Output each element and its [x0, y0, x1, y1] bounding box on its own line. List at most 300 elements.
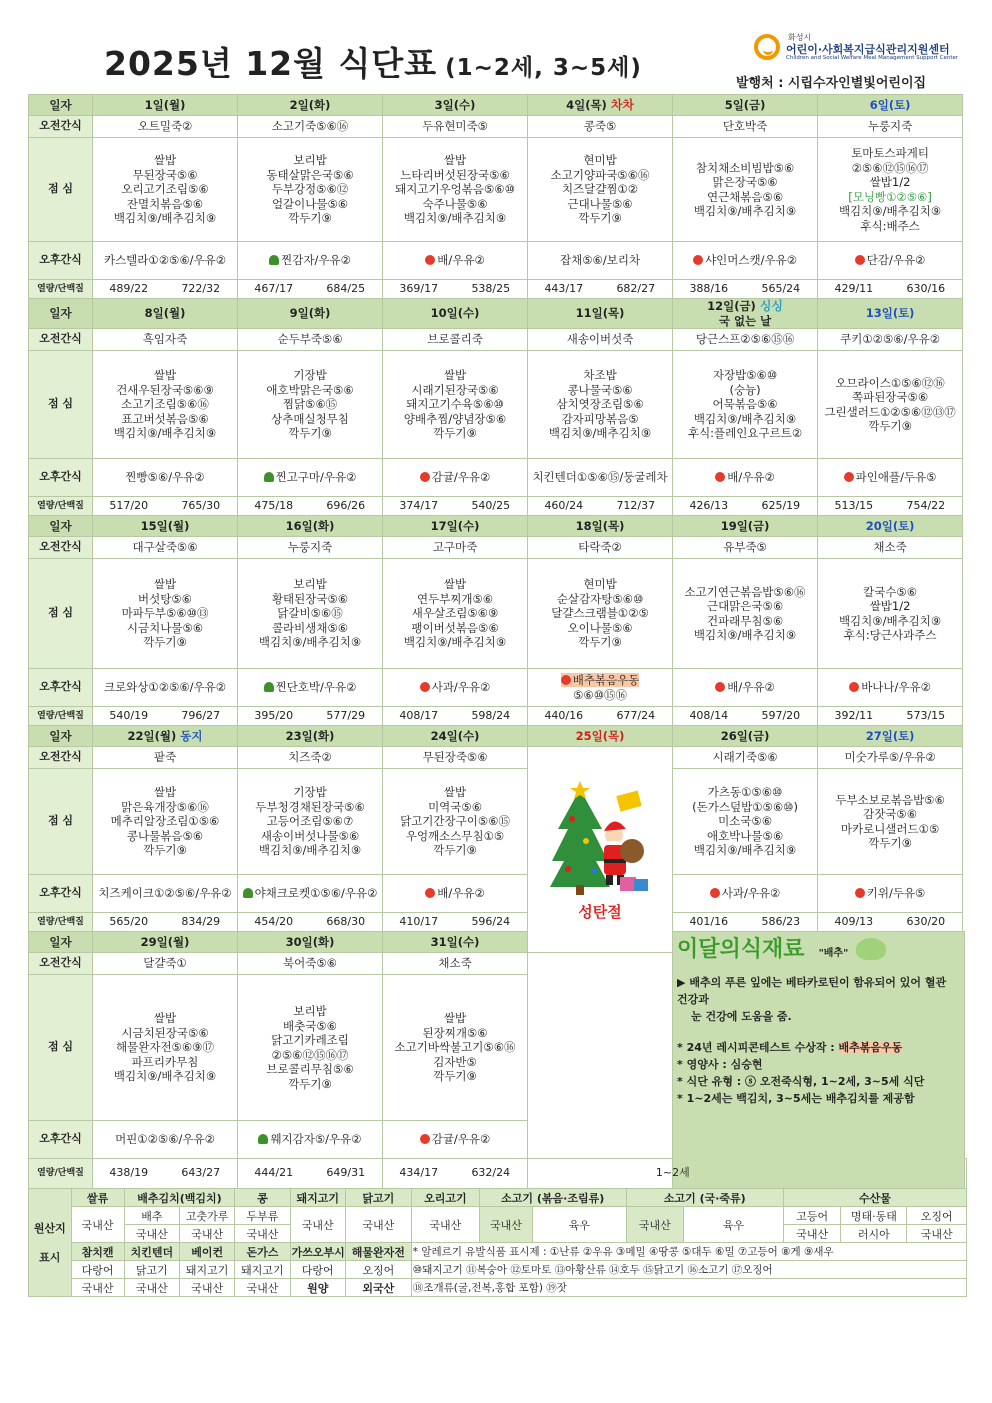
day-date: 30일(화): [238, 932, 383, 953]
lunch-item: 브로콜리무침⑤⑥: [266, 1062, 354, 1076]
ingredient-desc-2: 눈 건강에 도움을 줌.: [691, 1010, 792, 1023]
lunch-item: 깍두기⑨: [433, 843, 477, 858]
afternoon-snack: 잡채⑤⑥/보리차: [528, 242, 673, 280]
lunch-item: 백김치⑨/배추김치⑨: [693, 411, 797, 426]
afternoon-snack: 배/우유②: [383, 875, 528, 913]
morning-snack: 유부죽⑤: [673, 537, 818, 559]
logo-name: 어린이·사회복지급식관리지원센터: [786, 43, 950, 56]
lunch-item: 백김치⑨/배추김치⑨: [838, 613, 942, 628]
lunch-item: 깍두기⑨: [143, 635, 187, 650]
lunch-item: 깍두기⑨: [578, 635, 622, 650]
origin-cutlet: 국내산: [235, 1279, 290, 1297]
note-recipe: * 24년 레시피콘테스트 수상작 : 배추볶음우동: [677, 1041, 903, 1054]
lunch-item: 시금치나물⑤⑥: [126, 620, 204, 635]
calorie-1-2: 517/20: [93, 497, 165, 516]
holiday-name: 성탄절: [578, 903, 622, 922]
day-date: 19일(금): [673, 516, 818, 537]
calorie-1-2: 395/20: [238, 707, 310, 726]
afternoon-snack: 배/우유②: [673, 669, 818, 707]
calorie-1-2: 410/17: [383, 913, 455, 932]
lunch-item: 건파래무침⑤⑥: [706, 613, 784, 628]
cabbage-icon: [856, 938, 886, 960]
day-date: 31일(수): [383, 932, 528, 953]
lunch-item: 버섯탕⑤⑥: [138, 591, 192, 606]
calorie-1-2: 369/17: [383, 280, 455, 299]
lunch-item: 쌀밥: [443, 153, 467, 168]
lunch-item: 쌀밥: [153, 785, 177, 800]
lunch-item: 김자반⑤: [433, 1054, 477, 1069]
lunch-item: 소고기조림⑤⑥⑯: [121, 397, 209, 412]
apple-icon: [420, 1134, 430, 1144]
label-afternoon: 오후간식: [29, 669, 93, 707]
lunch-item: 배춧국⑤⑥: [283, 1018, 337, 1033]
origin-side-label: 원산지 표시: [29, 1189, 72, 1297]
lunch-item: 닭고기간장구이⑤⑥⑮: [400, 814, 510, 829]
lunch-item: 깍두기⑨: [578, 211, 622, 226]
lunch-item: 양배추찜/양념장⑤⑥: [403, 411, 507, 426]
origin-head-duck: 오리고기: [411, 1189, 479, 1207]
center-logo: [754, 32, 974, 66]
lunch-item: 쌀밥: [443, 368, 467, 383]
lunch-item: 백김치⑨/배추김치⑨: [693, 628, 797, 642]
origin-head-bean: 콩: [235, 1189, 290, 1207]
morning-snack: 시래기죽⑤⑥: [673, 747, 818, 769]
apple-icon: [420, 472, 430, 482]
note-dietitian: * 영양사 : 심승현: [677, 1058, 763, 1071]
calorie-3-5: 796/27: [165, 707, 238, 726]
origin-table: [28, 1188, 967, 1297]
label-morning: 오전간식: [29, 329, 93, 351]
note-menu-type: * 식단 유형 : ⓢ 오전죽식형, 1~2세, 3~5세 식단: [677, 1075, 925, 1088]
origin-head-beef-stir: 소고기 (볶음·조림류): [479, 1189, 626, 1207]
lunch-menu: [528, 351, 673, 459]
afternoon-snack: 감귤/우유②: [383, 459, 528, 497]
lunch-item: 고등어조림⑤⑥⑦: [266, 814, 354, 829]
lunch-item: 감잣국⑤⑥: [863, 807, 918, 821]
calorie-3-5: 643/27: [165, 1159, 238, 1189]
lunch-item: 시금치된장국⑤⑥: [121, 1025, 209, 1040]
lunch-item: 백김치⑨/배추김치⑨: [113, 211, 217, 226]
lunch-menu: [93, 351, 238, 459]
lunch-menu: [238, 769, 383, 875]
lunch-item: 쌀밥: [443, 785, 467, 800]
lunch-item: 된장찌개⑤⑥: [422, 1025, 488, 1040]
origin-pollack-label: 명태·동태: [841, 1207, 907, 1225]
origin-head-katsuobushi: 가쓰오부시: [290, 1243, 345, 1261]
origin-head-seafood: 수산물: [783, 1189, 966, 1207]
calorie-1-2: 467/17: [238, 280, 310, 299]
calorie-1-2: 408/14: [673, 707, 745, 726]
page-title: 2025년 12월 식단표 (1~2세, 3~5세): [104, 44, 642, 83]
lunch-item: 백김치⑨/배추김치⑨: [403, 211, 507, 226]
lunch-item: 백김치⑨/배추김치⑨: [693, 843, 797, 858]
afternoon-snack: 키위/두유⑤: [818, 875, 963, 913]
smile-logo-icon: [754, 34, 780, 60]
calorie-3-5: 754/22: [890, 497, 963, 516]
calorie-1-2: 392/11: [818, 707, 890, 726]
christmas-tree-icon: [550, 779, 650, 899]
morning-snack: 누룽지죽: [818, 116, 963, 138]
morning-snack: 흑임자죽: [93, 329, 238, 351]
publisher: 발행처 : 시립수자인별빛어린이집: [736, 76, 927, 91]
afternoon-snack: 배/우유②: [383, 242, 528, 280]
calorie-1-2: 374/17: [383, 497, 455, 516]
lunch-menu: [383, 769, 528, 875]
origin-mackerel-label: 고등어: [783, 1207, 840, 1225]
lunch-item: 보리밥: [293, 577, 327, 592]
label-morning: 오전간식: [29, 116, 93, 138]
allergy-note-2: ⑩돼지고기 ⑪복숭아 ⑫토마토 ⑬아황산류 ⑭호두 ⑮닭고기 ⑯소고기 ⑰오징어: [411, 1261, 966, 1279]
morning-snack: 새송이버섯죽: [528, 329, 673, 351]
day-date: 16일(화): [238, 516, 383, 537]
lunch-item: 백김치⑨/배추김치⑨: [838, 204, 942, 218]
lunch-item: 잔멸치볶음⑤⑥: [126, 196, 204, 211]
lunch-item: 닭고기카레조림: [271, 1033, 349, 1047]
lunch-item: 감자피망볶음⑤: [561, 411, 639, 426]
morning-snack: 치즈죽②: [238, 747, 383, 769]
lunch-menu: [93, 138, 238, 242]
origin-rice: 국내산: [71, 1207, 124, 1243]
lunch-item: 백김치⑨/배추김치⑨: [113, 426, 217, 441]
lunch-menu: [818, 769, 963, 875]
label-afternoon: 오후간식: [29, 242, 93, 280]
lunch-item: 오므라이스①⑤⑥⑫⑯: [835, 375, 945, 390]
day-date: 23일(화): [238, 726, 383, 747]
calorie-1-2: 444/21: [238, 1159, 310, 1189]
morning-snack: 콩죽⑤: [528, 116, 673, 138]
calorie-3-5: 565/24: [745, 280, 818, 299]
morning-snack: 채소죽: [818, 537, 963, 559]
lunch-item: 후식:당근사과주스: [843, 628, 937, 642]
origin-tuna: 국내산: [71, 1279, 124, 1297]
apple-icon: [715, 472, 725, 482]
morning-snack: 팥죽: [93, 747, 238, 769]
lunch-menu: [238, 559, 383, 669]
calorie-1-2: 438/19: [93, 1159, 165, 1189]
morning-snack: 단호박죽: [673, 116, 818, 138]
lunch-menu: [818, 351, 963, 459]
day-date: 13일(토): [818, 299, 963, 329]
day-date: 10일(수): [383, 299, 528, 329]
calorie-3-5: 597/20: [745, 707, 818, 726]
label-afternoon: 오후간식: [29, 459, 93, 497]
lunch-item: 기장밥: [293, 368, 327, 383]
lunch-item: 백김치⑨/배추김치⑨: [693, 204, 797, 218]
lunch-item: 기장밥: [293, 785, 327, 800]
lunch-item: 콜라비생채⑤⑥: [271, 620, 349, 635]
morning-snack: 브로콜리죽: [383, 329, 528, 351]
ingredient-title: 이달의식재료: [677, 937, 805, 962]
note-kimchi: * 1~2세는 백김치, 3~5세는 배추김치를 제공함: [677, 1092, 915, 1105]
afternoon-snack: 배/우유②: [673, 459, 818, 497]
calorie-3-5: 630/20: [890, 913, 963, 932]
calorie-1-2: 443/17: [528, 280, 600, 299]
label-afternoon: 오후간식: [29, 1121, 93, 1159]
origin-katsuobushi-type: 다랑어: [290, 1261, 345, 1279]
label-calorie: 열량/단백질: [29, 1159, 93, 1189]
apple-icon: [425, 888, 435, 898]
lunch-menu: [383, 975, 528, 1121]
lunch-item: 차조밥: [583, 368, 617, 383]
calorie-3-5: 712/37: [600, 497, 673, 516]
morning-snack: 누룽지죽: [238, 537, 383, 559]
morning-snack: 고구마죽: [383, 537, 528, 559]
day-date: 17일(수): [383, 516, 528, 537]
apple-icon: [855, 888, 865, 898]
afternoon-snack: 감귤/우유②: [383, 1121, 528, 1159]
label-calorie: 열량/단백질: [29, 497, 93, 516]
lunch-item: 깍두기⑨: [143, 843, 187, 858]
origin-cabbage-label: 배추: [124, 1207, 179, 1225]
calorie-3-5: 684/25: [310, 280, 383, 299]
lunch-item: 표고버섯볶음⑤⑥: [121, 411, 209, 426]
allergy-note-3: ⑱조개류(굴,전복,홍합 포함) ⑲잣: [411, 1279, 966, 1297]
ingredient-item: "배추": [818, 948, 849, 959]
origin-seafood-ball: 외국산: [345, 1279, 411, 1297]
calorie-3-5: 677/24: [600, 707, 673, 726]
origin-squid: 국내산: [907, 1225, 967, 1243]
lunch-item: ②⑤⑥⑫⑮⑯⑰: [851, 160, 929, 175]
calorie-3-5: 834/29: [165, 913, 238, 932]
origin-tender: 국내산: [124, 1279, 179, 1297]
lunch-item: (숭늉): [729, 382, 761, 397]
origin-pepper: 국내산: [179, 1225, 234, 1243]
lunch-item: 가츠동①⑤⑥⑩: [707, 785, 783, 800]
afternoon-snack: 샤인머스캣/우유②: [673, 242, 818, 280]
lunch-item: (돈가스덮밥①⑤⑥⑩): [692, 799, 798, 814]
label-day: 일자: [29, 726, 93, 747]
lunch-menu: [238, 138, 383, 242]
calorie-1-2: 460/24: [528, 497, 600, 516]
afternoon-snack: 찐단호박/우유②: [238, 669, 383, 707]
lunch-item: 백김치⑨/배추김치⑨: [113, 1069, 217, 1084]
label-calorie: 열량/단백질: [29, 707, 93, 726]
origin-head-pork: 돼지고기: [290, 1189, 345, 1207]
origin-beef-soup-import: 육우: [684, 1207, 784, 1243]
morning-snack: 소고기죽⑤⑥⑯: [238, 116, 383, 138]
lunch-item: 깍두기⑨: [288, 211, 332, 226]
morning-snack: 채소죽: [383, 953, 528, 975]
origin-tofu: 국내산: [235, 1225, 290, 1243]
lunch-item: 어묵볶음⑤⑥: [712, 397, 778, 412]
calorie-3-5: 586/23: [745, 913, 818, 932]
lunch-item: 닭갈비⑤⑥⑮: [277, 606, 343, 621]
day-date: 4일(목) 차차: [528, 95, 673, 116]
calorie-1-2: 409/13: [818, 913, 890, 932]
label-calorie: 열량/단백질: [29, 913, 93, 932]
lunch-menu: [673, 351, 818, 459]
morning-snack: 달걀죽①: [93, 953, 238, 975]
lunch-item: 두부소보로볶음밥⑤⑥: [835, 792, 945, 807]
origin-squid-label: 오징어: [907, 1207, 967, 1225]
lunch-item: 쌀밥: [443, 577, 467, 592]
origin-beef-soup-local: 국내산: [626, 1207, 683, 1243]
lunch-menu: [238, 975, 383, 1121]
apple-icon: [849, 682, 859, 692]
lunch-item: 동태살맑은국⑤⑥: [266, 167, 354, 182]
origin-beef-stir-local: 국내산: [479, 1207, 532, 1243]
ingredient-desc-1: ▶ 배추의 푸른 잎에는 베타카로틴이 함유되어 있어 혈관 건강과: [677, 976, 947, 1006]
lunch-item: 깍두기⑨: [288, 1076, 332, 1091]
lunch-item: 미역국⑤⑥: [428, 799, 483, 814]
lunch-item: 쌀밥: [443, 1011, 467, 1026]
afternoon-snack: 바나나/우유②: [818, 669, 963, 707]
lunch-item: 현미밥: [583, 577, 617, 592]
day-date: 2일(화): [238, 95, 383, 116]
afternoon-snack: 찐빵⑤⑥/우유②: [93, 459, 238, 497]
lunch-item: 참치채소비빔밥⑤⑥: [695, 160, 795, 175]
calorie-3-5: 577/29: [310, 707, 383, 726]
lunch-item: 파프리카무침: [131, 1054, 199, 1069]
lunch-item: 보리밥: [293, 153, 327, 168]
lunch-item: 마카로니샐러드①⑤: [840, 821, 940, 836]
origin-head-chicken: 닭고기: [345, 1189, 411, 1207]
origin-katsuobushi: 원양: [290, 1279, 345, 1297]
lunch-item: 팽이버섯볶음⑤⑥: [411, 620, 499, 635]
calorie-1-2: 489/22: [93, 280, 165, 299]
lunch-item: 후식:배주스: [860, 218, 920, 233]
label-lunch: 점 심: [29, 138, 93, 242]
calorie-3-5: 538/25: [455, 280, 528, 299]
label-day: 일자: [29, 932, 93, 953]
lunch-item: 두부청경채된장국⑤⑥: [255, 799, 365, 814]
label-day: 일자: [29, 95, 93, 116]
lunch-item: ②⑤⑥⑫⑮⑯⑰: [271, 1047, 349, 1062]
lunch-item: 숙주나물⑤⑥: [422, 196, 488, 211]
age-3-5-label: [965, 1159, 967, 1189]
day-date: 3일(수): [383, 95, 528, 116]
lunch-item: 쌀밥: [153, 368, 177, 383]
lunch-item: 오리고기조림⑤⑥: [121, 182, 209, 197]
lunch-item: 후식:플레인요구르트②: [687, 426, 803, 441]
calorie-3-5: 573/15: [890, 707, 963, 726]
page-subtitle: (1~2세, 3~5세): [445, 55, 642, 81]
lunch-item: 콩나물국⑤⑥: [567, 382, 633, 397]
lunch-item: 시래기된장국⑤⑥: [411, 382, 499, 397]
day-date: 5일(금): [673, 95, 818, 116]
lunch-item: 미소국⑤⑥: [718, 814, 773, 829]
day-date: 25일(목): [528, 726, 673, 747]
lunch-item: 애호박맑은국⑤⑥: [266, 382, 354, 397]
lunch-item: 쌀밥: [153, 153, 177, 168]
calorie-3-5: 765/30: [165, 497, 238, 516]
broccoli-icon: [269, 255, 279, 265]
morning-snack: 오트밀죽②: [93, 116, 238, 138]
day-date: 12일(금) 싱싱 국 없는 날: [673, 299, 818, 329]
origin-head-beef-soup: 소고기 (국·죽류): [626, 1189, 783, 1207]
broccoli-icon: [264, 682, 274, 692]
day-date: 8일(월): [93, 299, 238, 329]
badge-icon: 싱싱: [759, 299, 784, 313]
origin-pollack: 러시아: [841, 1225, 907, 1243]
lunch-menu: [673, 138, 818, 242]
day-date: 18일(목): [528, 516, 673, 537]
apple-icon: [844, 472, 854, 482]
day-date: 24일(수): [383, 726, 528, 747]
broccoli-icon: [264, 472, 274, 482]
origin-head-tuna: 참치캔: [71, 1243, 124, 1261]
page-header: [30, 30, 970, 92]
origin-pepper-label: 고춧가루: [179, 1207, 234, 1225]
calorie-3-5: 596/24: [455, 913, 528, 932]
calorie-3-5: 540/25: [455, 497, 528, 516]
lunch-item: 메추리알장조림①⑤⑥: [110, 814, 220, 829]
lunch-item: 백김치⑨/배추김치⑨: [403, 635, 507, 650]
origin-tuna-type: 다랑어: [71, 1261, 124, 1279]
origin-head-seafood-ball: 해물완자전: [345, 1243, 411, 1261]
origin-bacon: 국내산: [179, 1279, 234, 1297]
morning-snack: 무된장죽⑤⑥: [383, 747, 528, 769]
origin-pork: 국내산: [290, 1207, 345, 1243]
calorie-3-5: 630/16: [890, 280, 963, 299]
lunch-item: 보리밥: [293, 1004, 327, 1018]
origin-cabbage: 국내산: [124, 1225, 179, 1243]
lunch-item: 두부강정⑤⑥⑫: [271, 182, 349, 197]
day-date: 29일(월): [93, 932, 238, 953]
calorie-3-5: 649/31: [310, 1159, 383, 1189]
lunch-menu: [528, 138, 673, 242]
lunch-menu: [673, 559, 818, 669]
lunch-item: 새송이버섯나물⑤⑥: [260, 828, 360, 843]
afternoon-snack: 찐고구마/우유②: [238, 459, 383, 497]
morning-snack: 대구살죽⑤⑥: [93, 537, 238, 559]
day-date: 15일(월): [93, 516, 238, 537]
lunch-item: 마파두부⑤⑥⑩⑬: [121, 606, 209, 621]
lunch-item: 백김치⑨/배추김치⑨: [258, 635, 362, 650]
lunch-item: [모닝빵①②⑤⑥]: [848, 189, 932, 204]
afternoon-snack: 단감/우유②: [818, 242, 963, 280]
lunch-menu: [818, 138, 963, 242]
lunch-item: 깍두기⑨: [433, 426, 477, 441]
day-date: 9일(화): [238, 299, 383, 329]
calorie-1-2: 434/17: [383, 1159, 455, 1189]
morning-snack: 당근스프②⑤⑥⑮⑯: [673, 329, 818, 351]
afternoon-snack: 머핀①②⑤⑥/우유②: [93, 1121, 238, 1159]
day-date: 1일(월): [93, 95, 238, 116]
label-day: 일자: [29, 516, 93, 537]
origin-beef-stir-import: 육우: [533, 1207, 627, 1243]
calorie-3-5: 682/27: [600, 280, 673, 299]
lunch-item: 쌀밥1/2: [869, 175, 911, 189]
calorie-3-5: 668/30: [310, 913, 383, 932]
label-afternoon: 오후간식: [29, 875, 93, 913]
lunch-item: 칼국수⑤⑥: [863, 584, 918, 599]
morning-snack: 두유현미죽⑤: [383, 116, 528, 138]
broccoli-icon: [243, 888, 253, 898]
morning-snack: 타락죽②: [528, 537, 673, 559]
recipe-icon: [561, 675, 571, 685]
lunch-item: 쌀밥: [153, 577, 177, 592]
lunch-menu: [528, 559, 673, 669]
afternoon-snack: 배추볶음우동 ⑤⑥⑩⑮⑯: [528, 669, 673, 707]
lunch-menu: [383, 559, 528, 669]
origin-head-tender: 치킨텐더: [124, 1243, 179, 1261]
day-date: 27일(토): [818, 726, 963, 747]
day-date: 6일(토): [818, 95, 963, 116]
afternoon-snack: 치킨텐더①⑤⑥⑮/둥굴레차: [528, 459, 673, 497]
lunch-item: 콩나물볶음⑤⑥: [126, 828, 204, 843]
origin-mackerel: 국내산: [783, 1225, 840, 1243]
morning-snack: 쿠키①②⑤⑥/우유②: [818, 329, 963, 351]
lunch-item: 그린샐러드①②⑤⑥⑫⑬⑰: [824, 404, 956, 419]
lunch-item: 소고기연근볶음밥⑤⑥⑯: [684, 584, 806, 599]
origin-bacon-type: 돼지고기: [179, 1261, 234, 1279]
calorie-1-2: 401/16: [673, 913, 745, 932]
lunch-item: 새우살조림⑤⑥⑨: [411, 606, 499, 621]
holiday-cell: [528, 747, 673, 953]
lunch-item: 얼갈이나물⑤⑥: [271, 196, 349, 211]
calorie-1-2: 408/17: [383, 707, 455, 726]
